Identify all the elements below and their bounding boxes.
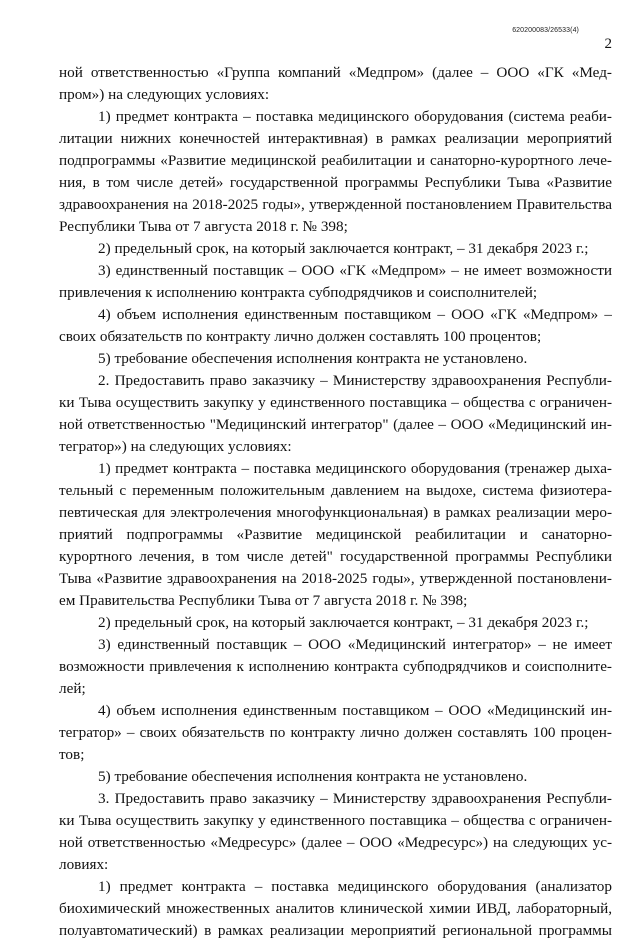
text-line: пром») на следующих условиях:	[59, 86, 270, 103]
text-line: ки Тыва осуществить закупку у единственного поставщика – общества с ограничен-	[59, 812, 612, 829]
text-line: возможности привлечения к исполнению контракта субподрядчиков и соисполните-	[59, 658, 612, 675]
document-body	[59, 62, 612, 942]
text-line: ки Тыва осуществить закупку у единственного поставщика – общества с ограничен-	[59, 394, 612, 411]
text-line: певтическая для электролечения многофункциональная) в рамках реализации меро-	[59, 504, 612, 521]
text-line: 4) объем исполнения единственным поставщиком – ООО «Медицинский ин-	[98, 702, 612, 719]
text-line: привлечения к исполнению контракта субподрядчиков и соисполнителей;	[59, 284, 538, 301]
text-line: 1) предмет контракта – поставка медицинского оборудования (тренажер дыха-	[98, 460, 612, 477]
text-line: ной ответственностью «Группа компаний «Медпром» (далее – ООО «ГК «Мед-	[59, 64, 612, 81]
text-line: ния, в том числе детей» государственной программы Республики Тыва «Развитие	[59, 174, 612, 191]
text-line: ловиях:	[59, 856, 109, 873]
text-line: 4) объем исполнения единственным поставщиком – ООО «ГК «Медпром» –	[98, 306, 612, 323]
text-line: литации нижних конечностей интерактивная) в рамках реализации мероприятий	[59, 130, 612, 147]
page-number: 2	[604, 36, 612, 52]
text-line: биохимический множественных аналитов клинической химии ИВД, лабораторный,	[59, 900, 612, 917]
text-line: Республики Тыва от 7 августа 2018 г. № 398;	[59, 218, 348, 235]
text-line: 3) единственный поставщик – ООО «Медицинский интегратор» – не имеет	[98, 636, 612, 653]
text-line: 2. Предоставить право заказчику – Министерству здравоохранения Республи-	[98, 372, 612, 389]
text-line: Тыва «Развитие здравоохранения на 2018-2025 годы», утвержденной постановлени-	[59, 570, 612, 587]
text-line: тов;	[59, 746, 85, 763]
text-line: курортного лечения, в том числе детей" государственной программы Республики	[59, 548, 612, 565]
text-line: ной ответственностью "Медицинский интегратор" (далее – ООО «Медицинский ин-	[59, 416, 612, 433]
text-line: тельный с переменным положительным давлением на выдохе, система физиотера-	[59, 482, 612, 499]
text-line: здравоохранения на 2018-2025 годы», утвержденной постановлением Правительства	[59, 196, 612, 213]
text-line: 1) предмет контракта – поставка медицинского оборудования (анализатор	[98, 878, 612, 895]
text-line: ем Правительства Республики Тыва от 7 августа 2018 г. № 398;	[59, 592, 468, 609]
text-line: тегратор» – своих обязательств по контракту лично должен составлять 100 процен-	[59, 724, 612, 741]
text-line: 3. Предоставить право заказчику – Министерству здравоохранения Республи-	[98, 790, 612, 807]
text-line: подпрограммы «Развитие медицинской реабилитации и санаторно-курортного лече-	[59, 152, 612, 169]
document-id: 620200083/26533(4)	[512, 27, 579, 34]
text-line: 2) предельный срок, на который заключается контракт, – 31 декабря 2023 г.;	[98, 614, 589, 631]
text-line: приятий подпрограммы «Развитие медицинской реабилитации и санаторно-	[59, 526, 612, 543]
text-line: 5) требование обеспечения исполнения контракта не установлено.	[98, 768, 528, 785]
text-line: 1) предмет контракта – поставка медицинского оборудования (система реаби-	[98, 108, 612, 125]
text-line: своих обязательств по контракту лично должен составлять 100 процентов;	[59, 328, 542, 345]
text-line: 5) требование обеспечения исполнения контракта не установлено.	[98, 350, 528, 367]
text-line: ной ответственностью «Медресурс» (далее – ООО «Медресурс») на следующих ус-	[59, 834, 612, 851]
text-line: полуавтоматический) в рамках реализации мероприятий региональной программы	[59, 922, 612, 939]
text-line: тегратор») на следующих условиях:	[59, 438, 292, 455]
text-line: 2) предельный срок, на который заключается контракт, – 31 декабря 2023 г.;	[98, 240, 589, 257]
text-line: 3) единственный поставщик – ООО «ГК «Медпром» – не имеет возможности	[98, 262, 612, 279]
text-line: лей;	[59, 680, 86, 697]
